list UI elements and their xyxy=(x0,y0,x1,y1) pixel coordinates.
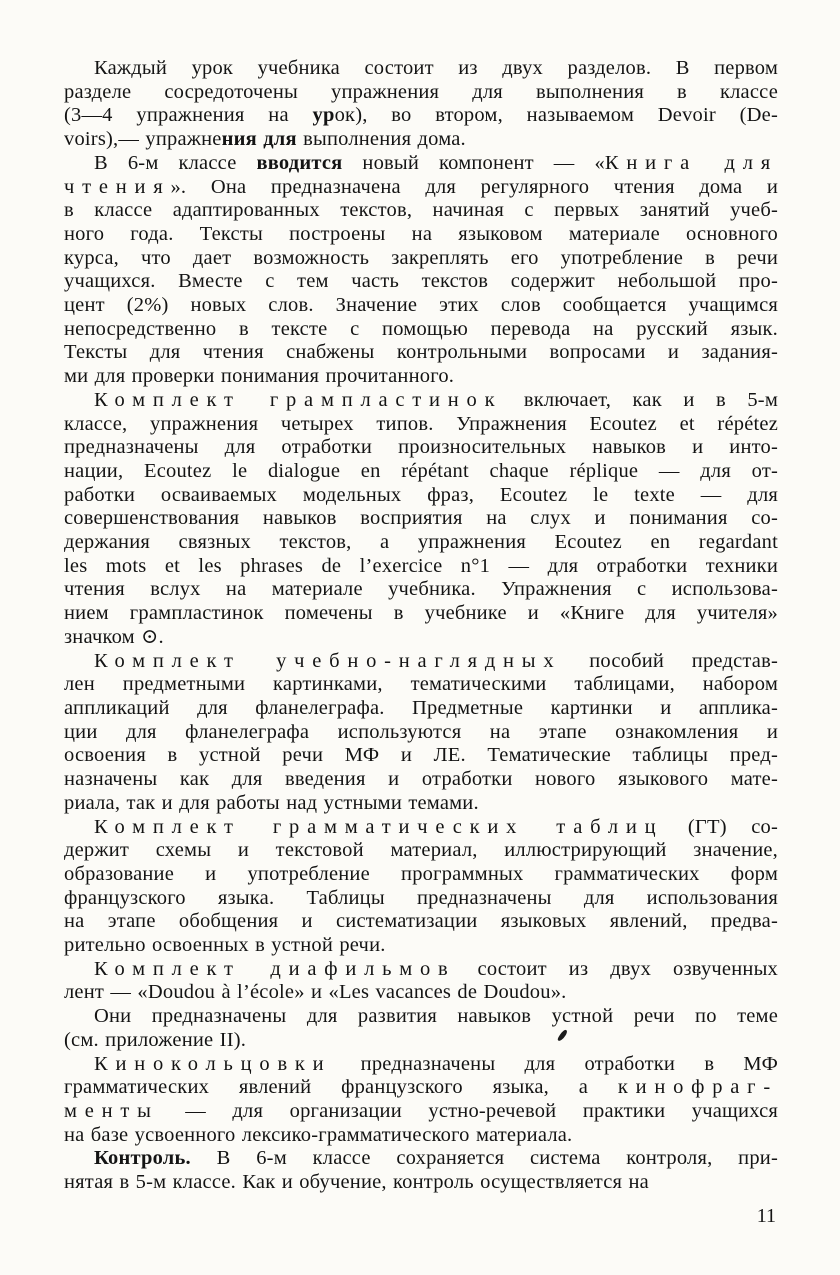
text-segment: ного года. Тексты построены на языковом материале основного xyxy=(64,222,778,245)
paragraph xyxy=(64,1053,778,1148)
letterspaced-text: Комплект учебно-наглядных xyxy=(94,649,562,672)
text-line xyxy=(64,176,778,200)
paragraph xyxy=(64,958,778,1005)
text-segment: выполнения дома. xyxy=(296,128,466,151)
paragraph xyxy=(64,816,778,958)
bold-text: вводится xyxy=(256,151,343,174)
text-line xyxy=(64,413,778,437)
text-segment: пособий представ- xyxy=(561,649,779,672)
text-segment: новый компонент — « xyxy=(342,151,605,174)
text-segment: les mots et les phrases de l’exercice n°1 — для отработки техники xyxy=(64,554,778,577)
text-segment: курса, что дает возможность закреплять его употребление в речи xyxy=(64,246,778,269)
text-segment: совершенствования навыков восприятия на слух и понимания со- xyxy=(64,507,778,530)
text-line xyxy=(64,223,778,247)
text-segment: нятая в 5-м классе. Как и обучение, контроль осуществляется на xyxy=(64,1171,649,1194)
text-line xyxy=(64,199,778,223)
text-line xyxy=(64,626,778,650)
text-segment: грамматических явлений французского языка, а xyxy=(64,1076,618,1099)
text-line xyxy=(64,507,778,531)
text-line xyxy=(64,839,778,863)
text-line xyxy=(64,650,778,674)
letterspaced-text: Комплект грамматических таблиц xyxy=(94,815,664,838)
text-line xyxy=(64,294,778,318)
text-line xyxy=(64,81,778,105)
page-text xyxy=(64,57,778,1195)
text-segment: нием грампластинок помечены в учебнике и «Книге для учителя» xyxy=(64,602,778,625)
text-segment: риала, так и для работы над устными темами. xyxy=(64,791,479,814)
text-segment: (ГТ) со- xyxy=(663,815,778,838)
text-line xyxy=(64,981,778,1005)
bold-text: Контроль. xyxy=(94,1147,191,1170)
text-segment: включает, как и в 5-м xyxy=(502,388,778,411)
text-line xyxy=(64,744,778,768)
text-segment: voirs),— упражне xyxy=(64,128,222,151)
text-line xyxy=(64,1147,778,1171)
letterspaced-text: Комплект диафильмов xyxy=(94,957,456,980)
paragraph xyxy=(64,1005,778,1052)
text-line xyxy=(64,1171,778,1195)
text-segment: состоит из двух озвученных xyxy=(455,957,778,980)
text-segment: Каждый урок учебника состоит из двух разделов. В первом xyxy=(94,57,778,79)
text-segment: классе, упражнения четырех типов. Упражнения Ecoutez et répétez xyxy=(64,412,778,435)
text-segment: в классе адаптированных текстов, начиная с первых занятий учеб- xyxy=(64,199,778,222)
text-segment: значком ⊙. xyxy=(64,625,164,648)
text-line xyxy=(64,270,778,294)
text-line xyxy=(64,578,778,602)
text-line xyxy=(64,1124,778,1148)
paragraph xyxy=(64,152,778,389)
text-line xyxy=(64,152,778,176)
text-segment: ми для проверки понимания прочитанного. xyxy=(64,365,455,388)
text-line xyxy=(64,768,778,792)
text-line xyxy=(64,484,778,508)
text-segment: — для организации устно-речевой практики учащихся xyxy=(158,1099,778,1122)
text-line xyxy=(64,341,778,365)
text-line xyxy=(64,460,778,484)
text-segment: лент — «Doudou à l’école» и «Les vacances de Doudou». xyxy=(64,981,567,1004)
text-line xyxy=(64,887,778,911)
text-segment: работки осваиваемых модельных фраз, Ecoutez le texte — для xyxy=(64,483,778,506)
text-line xyxy=(64,318,778,342)
text-line xyxy=(64,247,778,271)
text-segment: нации, Ecoutez le dialogue en répétant chaque réplique — для от- xyxy=(64,459,778,482)
text-segment: ». Она предназначена для регулярного чтения дома и xyxy=(170,175,778,198)
text-segment: ции для фланелеграфа используются на этапе ознакомления и xyxy=(64,720,778,743)
text-line xyxy=(64,365,778,389)
letterspaced-text: Кинокольцовки xyxy=(94,1052,332,1075)
page-number: 11 xyxy=(756,1205,776,1227)
text-line xyxy=(64,436,778,460)
paragraph xyxy=(64,389,778,650)
text-segment: (см. приложение II). xyxy=(64,1028,247,1051)
text-line xyxy=(64,389,778,413)
text-line xyxy=(64,910,778,934)
paragraph xyxy=(64,1147,778,1194)
text-segment: ок), во втором, называемом Devoir (De- xyxy=(334,104,779,127)
paragraph xyxy=(64,57,778,152)
text-line xyxy=(64,1005,778,1029)
text-segment: рительно освоенных в устной речи. xyxy=(64,934,386,957)
text-segment: французского языка. Таблицы предназначены для использования xyxy=(64,886,778,909)
text-line xyxy=(64,1076,778,1100)
text-segment: на этапе обобщения и систематизации языковых явлений, предва- xyxy=(64,910,778,933)
text-line xyxy=(64,1029,778,1053)
text-line xyxy=(64,863,778,887)
text-line xyxy=(64,721,778,745)
text-line xyxy=(64,816,778,840)
text-segment: учащихся. Вместе с тем часть текстов содержит небольшой про- xyxy=(64,270,778,293)
text-segment: освоения в устной речи МФ и ЛЕ. Тематические таблицы пред- xyxy=(64,744,778,767)
text-segment: лен предметными картинками, тематическими таблицами, набором xyxy=(64,673,778,696)
text-segment: предназначены для отработки в МФ xyxy=(331,1052,778,1075)
text-segment: Они предназначены для развития навыков устной речи по теме xyxy=(94,1005,778,1028)
text-line xyxy=(64,555,778,579)
text-line xyxy=(64,1053,778,1077)
text-segment: образование и употребление программных грамматических форм xyxy=(64,862,778,885)
text-line xyxy=(64,673,778,697)
text-segment: разделе сосредоточены упражнения для выполнения в классе xyxy=(64,80,778,103)
text-line xyxy=(64,792,778,816)
text-segment: В 6-м классе сохраняется система контроля, при- xyxy=(190,1147,778,1170)
text-segment: назначены как для введения и отработки нового языкового мате- xyxy=(64,768,778,791)
text-line xyxy=(64,934,778,958)
text-segment: держания связных текстов, а упражнения Ecoutez en regardant xyxy=(64,531,778,554)
text-segment: держит схемы и текстовой материал, иллюстрирующий значение, xyxy=(64,839,778,862)
letterspaced-text: чтения xyxy=(64,175,171,198)
text-line xyxy=(64,697,778,721)
letterspaced-text: Комплект грампластинок xyxy=(94,388,503,411)
letterspaced-text: менты xyxy=(64,1099,159,1122)
text-line xyxy=(64,602,778,626)
text-line xyxy=(64,1100,778,1124)
bold-text: ния для xyxy=(221,128,297,151)
text-line xyxy=(64,104,778,128)
text-segment: на базе усвоенного лексико-грамматического материала. xyxy=(64,1123,573,1146)
paragraph xyxy=(64,650,778,816)
text-line xyxy=(64,531,778,555)
text-line xyxy=(64,128,778,152)
text-segment: предназначены для отработки произносительных навыков и инто- xyxy=(64,436,778,459)
text-segment: Тексты для чтения снабжены контрольными вопросами и задания- xyxy=(64,341,778,364)
text-segment: непосредственно в тексте с помощью перевода на русский язык. xyxy=(64,317,778,340)
text-line xyxy=(64,958,778,982)
letterspaced-text: Книга для xyxy=(604,151,778,174)
text-line xyxy=(64,57,778,81)
bold-text: ур xyxy=(312,104,335,127)
text-segment: (3—4 упражнения на xyxy=(64,104,313,127)
letterspaced-text: кинофраг- xyxy=(617,1076,778,1099)
text-segment: аппликаций для фланелеграфа. Предметные картинки и апплика- xyxy=(64,696,778,719)
text-segment: цент (2%) новых слов. Значение этих слов сообщается учащимся xyxy=(64,294,778,317)
text-segment: В 6-м классе xyxy=(94,151,257,174)
text-segment: чтения вслух на материале учебника. Упражнения с использова- xyxy=(64,578,778,601)
